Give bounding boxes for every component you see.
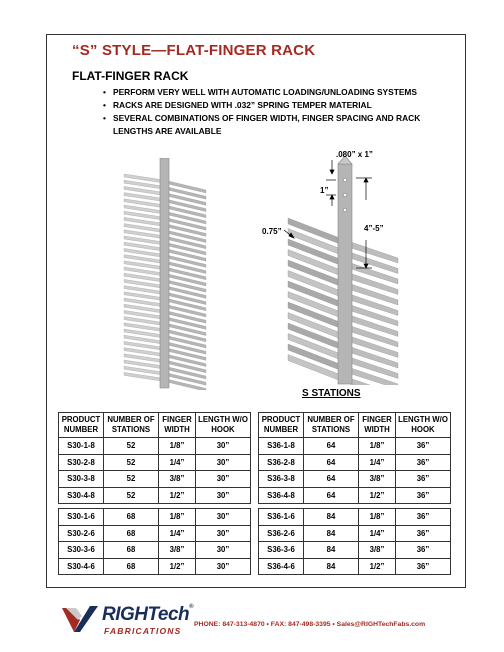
contact-info: PHONE: 847-313-4870 • FAX: 847-498-3395 • Sales@RIGHTechFabs.com — [194, 621, 426, 628]
spine-hole — [343, 193, 347, 197]
table-row: S36-3-8 64 3/8” 36” — [259, 471, 451, 488]
dim-finger-length: 4”-5” — [364, 224, 384, 233]
dim-finger-width: 0.75” — [262, 227, 282, 236]
spec-table-s36 — [258, 412, 451, 575]
page-title: “S” STYLE—FLAT-FINGER RACK — [72, 42, 316, 59]
table-row: S36-1-8 64 1/8” 36” — [259, 438, 451, 455]
dim-hole-spacing: 1” — [320, 186, 329, 195]
spec-table-s30 — [58, 412, 251, 575]
brand-logo-mark — [60, 602, 100, 636]
feature-bullet: • RACKS ARE DESIGNED WITH .032” SPRING TEMPER MATERIAL — [104, 99, 454, 112]
table-row: S36-4-8 64 1/2” 36” — [259, 487, 451, 504]
dimension-lines — [284, 160, 372, 268]
full-rack-illustration — [120, 158, 210, 390]
table-row: S36-4-6 84 1/2” 36” — [259, 558, 451, 575]
table-row: S30-2-6 68 1/4” 30” — [59, 525, 251, 542]
table-row: S36-2-6 84 1/4” 36” — [259, 525, 451, 542]
col-header-length: LENGTH W/O HOOK — [396, 413, 451, 438]
table-row: S30-4-8 52 1/2” 30” — [59, 487, 251, 504]
col-header-stations: NUMBER OF STATIONS — [304, 413, 359, 438]
table-row: S30-3-6 68 3/8” 30” — [59, 542, 251, 559]
feature-bullet: • PERFORM VERY WELL WITH AUTOMATIC LOADING/UNLOADING SYSTEMS — [104, 86, 454, 99]
spine-hole — [343, 208, 347, 212]
feature-bullet: • SEVERAL COMBINATIONS OF FINGER WIDTH, FINGER SPACING AND RACK LENGTHS ARE AVAILABLE — [104, 112, 454, 138]
table-row: S30-1-8 52 1/8” 30” — [59, 438, 251, 455]
spine-hole — [343, 178, 347, 182]
table-row: S30-4-6 68 1/2” 30” — [59, 558, 251, 575]
table-row: S30-3-8 52 3/8” 30” — [59, 471, 251, 488]
section-subtitle: FLAT-FINGER RACK — [72, 69, 189, 83]
col-header-finger-width: FINGER WIDTH — [159, 413, 196, 438]
footer — [60, 600, 460, 640]
feature-list — [104, 86, 454, 138]
col-header-stations: NUMBER OF STATIONS — [104, 413, 159, 438]
brand-subtitle: FABRICATIONS — [104, 626, 182, 636]
rack-detail-illustration — [248, 140, 408, 385]
col-header-length: LENGTH W/O HOOK — [196, 413, 251, 438]
col-header-product: PRODUCT NUMBER — [59, 413, 104, 438]
dim-material: .080” x 1” — [336, 150, 373, 159]
rack-spine — [160, 158, 169, 388]
brand-name: RIGHTech® — [102, 604, 194, 625]
diagram-caption: S STATIONS — [302, 388, 361, 399]
table-row: S30-2-8 52 1/4” 30” — [59, 454, 251, 471]
table-row: S36-1-6 84 1/8” 36” — [259, 509, 451, 526]
col-header-finger-width: FINGER WIDTH — [359, 413, 396, 438]
col-header-product: PRODUCT NUMBER — [259, 413, 304, 438]
table-row: S36-2-8 64 1/4” 36” — [259, 454, 451, 471]
table-row: S36-3-6 84 3/8” 36” — [259, 542, 451, 559]
table-row: S30-1-6 68 1/8” 30” — [59, 509, 251, 526]
